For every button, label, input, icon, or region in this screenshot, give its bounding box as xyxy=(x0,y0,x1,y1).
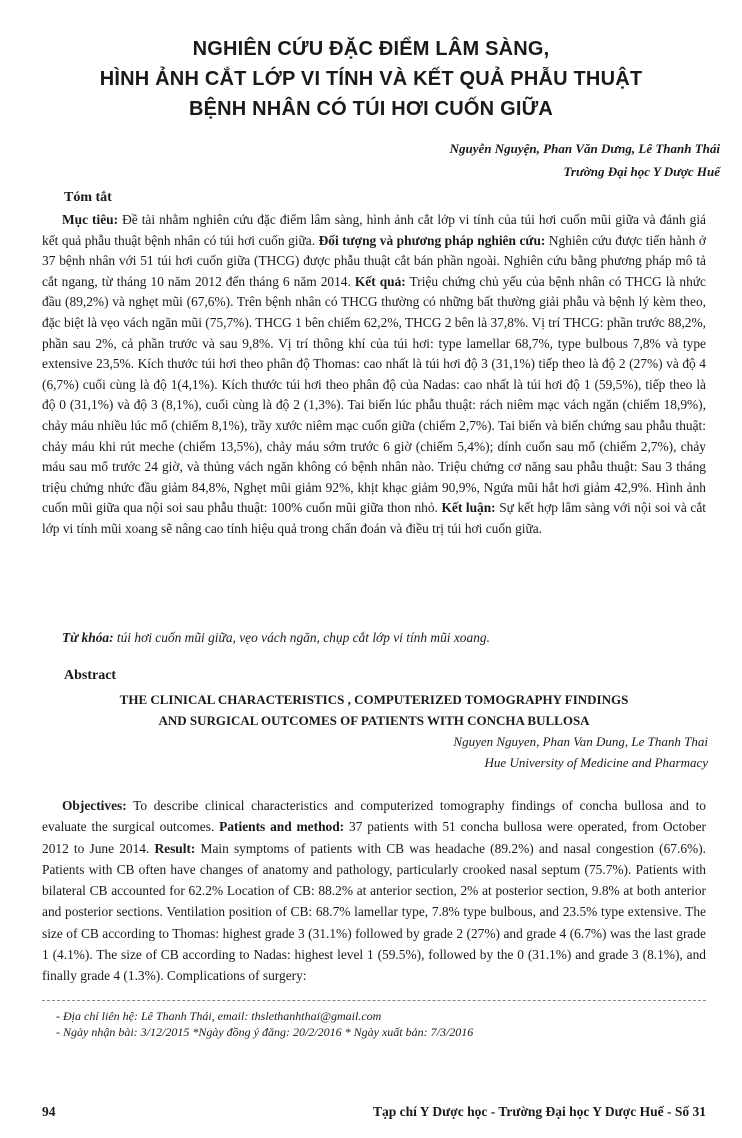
affiliation-vn: Trường Đại học Y Dược Huế xyxy=(563,164,720,179)
footnote-separator xyxy=(42,1000,706,1001)
authors-en: Nguyen Nguyen, Phan Van Dung, Le Thanh Thai xyxy=(453,734,708,749)
title-line-2: HÌNH ẢNH CẮT LỚP VI TÍNH VÀ KẾT QUẢ PHẪU THUẬT xyxy=(99,68,643,90)
en-title-line-2: AND SURGICAL OUTCOMES OF PATIENTS WITH CONCHA BULLOSA xyxy=(158,713,590,728)
en-title-line-1: THE CLINICAL CHARACTERISTICS , COMPUTERIZED TOMOGRAPHY FINDINGS xyxy=(119,692,629,707)
keywords-label: Từ khóa: xyxy=(62,630,114,645)
keywords-vn xyxy=(62,630,490,646)
result-text-vn: Triệu chứng chủ yếu của bệnh nhân có THCG là nhức đầu (89,2%) và nghẹt mũi (67,6%). Trên bệnh nhân có THCG thường có những bất thường giải phẫu và bệnh lý kèm theo, đặc biệt là vẹo vách ngăn mũi (75,7%). THCG 1 bên chiếm 62,2%, THCG 2 bên là 37,8%. Vị trí THCG: phần trước 88,2%, phần sau 2%, cả phần trước và sau 9,8%. Vị trí thông khí của túi hơi: type lamellar 68,7%, type bulbous 7,8% và type extensive 23,5%. Kích thước túi hơi theo phân độ Thomas: cao nhất là túi hơi độ 3 (31,1%) tiếp theo là độ 2 (27%) và độ 4 (6,7%) cuối cùng là độ 1(4,1%). Kích thước túi hơi theo phân độ của Nadas: cao nhất là túi hơi độ 1 (59,5%), tiếp theo là độ 0 (31,1%) và độ 3 (8,1%), cuối cùng là độ 2 (1,3%). Tai biến lúc phẫu thuật: rách niêm mạc vách ngăn (chiếm 18,9%), chảy máu nhiều lúc mổ (chiếm 8,1%), trầy xước niêm mạc cuốn giữa (chiếm 2,7%). Tai biến và biến chứng sau phẫu thuật: chảy máu khi rút meche (chiếm 13,5%), chảy máu sớm trước 6 giờ (chiếm 5,4%); dính cuốn sau mổ (chiếm 2,7%), chảy máu sau mổ trước 24 giờ, và thủng vách ngăn không có bệnh nhân nào. Triệu chứng cơ năng sau phẫu thuật: Sau 3 tháng triệu chứng nhức đầu giảm 84,8%, Nghẹt mũi giảm 92%, khịt khạc giảm 90,9%, Ngứa mũi hắt hơi giảm 42,9%. Hình ảnh cuốn mũi giữa qua nội soi sau phẫu thuật: 100% cuốn mũi giữa thon nhỏ. xyxy=(42,273,706,516)
authors-block-vn xyxy=(450,137,720,183)
objective-label-en: Objectives: xyxy=(62,798,127,813)
summary-heading-vn: Tóm tắt xyxy=(64,190,112,205)
contact-note: - Địa chỉ liên hệ: Lê Thanh Thái, email: thslethanhthai@gmail.com xyxy=(56,1009,382,1023)
method-label-vn: Đối tượng và phương pháp nghiên cứu: xyxy=(318,232,546,248)
article-title-vn xyxy=(40,34,702,124)
abstract-heading-en: Abstract xyxy=(64,668,117,683)
title-line-1: NGHIÊN CỨU ĐẶC ĐIỂM LÂM SÀNG, xyxy=(192,38,550,60)
conclusion-text-vn: Sự kết hợp lâm sàng với nội soi và cắt lớp vi tính mũi xoang sẽ nâng cao tính hiệu quả trong chẩn đoán và điều trị túi hơi cuốn giữa. xyxy=(42,500,706,536)
result-label-vn: Kết quả: xyxy=(354,273,406,289)
abstract-body-vn xyxy=(42,210,706,540)
method-text-en: 37 patients with 51 concha bullosa were operated, from October 2012 to June 2014. xyxy=(42,819,706,856)
method-label-en: Patients and method: xyxy=(219,819,345,835)
affiliation-en: Hue University of Medicine and Pharmacy xyxy=(484,755,708,770)
authors-vn: Nguyễn Nguyện, Phan Văn Dưng, Lê Thanh Thái xyxy=(449,141,720,156)
method-text-vn: Nghiên cứu được tiến hành ở 37 bệnh nhân với 51 túi hơi cuốn giữa (THCG) được phẫu thuật cắt bán phần ngoài. Nghiên cứu bằng phương pháp mô tả cắt ngang, từ tháng 10 năm 2012 đến tháng 6 năm 2014. xyxy=(42,232,706,289)
objective-text-vn: Đề tài nhằm nghiên cứu đặc điểm lâm sàng, hình ảnh cắt lớp vi tính của túi hơi cuốn mũi giữa và đánh giá kết quả phẫu thuật bệnh nhân có túi hơi cuốn giữa. xyxy=(42,212,706,248)
keywords-text: túi hơi cuốn mũi giữa, vẹo vách ngăn, chụp cắt lớp vi tính mũi xoang. xyxy=(113,630,490,645)
objective-text-en: To describe clinical characteristics and computerized tomography findings of concha bullosa and to evaluate the surgical outcomes. xyxy=(42,798,706,835)
title-line-3: BỆNH NHÂN CÓ TÚI HƠI CUỐN GIỮA xyxy=(188,98,554,120)
authors-block-en xyxy=(453,731,708,773)
page-number: 94 xyxy=(42,1104,56,1119)
footnotes xyxy=(56,1008,473,1040)
article-title-en xyxy=(42,689,706,731)
abstract-body-en xyxy=(42,795,706,987)
journal-name: Tạp chí Y Dược học - Trường Đại học Y Dược Huế - Số 31 xyxy=(373,1104,706,1119)
objective-label-vn: Mục tiêu: xyxy=(62,212,119,227)
result-text-en: Main symptoms of patients with CB was headache (89.2%) and nasal congestion (67.6%). Patients with CB often have changes of anatomy and pathology, particularly crooked nasal septum (75.7%). Patients with bilateral CB accounted for 62.2% Location of CB: 88.2% at anterior section, 2% at posterior section, 9.8% at both anterior and posterior sections. Ventilation position of CB: 68.7% lamellar type, 7.8% type bulbous, and 23.5% type extensive. The size of CB according to Thomas: highest grade 3 (31.1%) followed by grade 2 (27%) and grade 4 (6.7%) was the last grade 1 (4.1%). The size of CB according to Nadas: highest level 1 (59.5%), followed by the 0 (31.1%) and grade 3 (8.1%), and finally grade 4 (1.3%). Complications of surgery: xyxy=(42,840,707,984)
conclusion-label-vn: Kết luận: xyxy=(441,500,496,516)
dates-note: - Ngày nhận bài: 3/12/2015 *Ngày đồng ý đăng: 20/2/2016 * Ngày xuất bản: 7/3/2016 xyxy=(56,1025,474,1039)
result-label-en: Result: xyxy=(154,840,196,856)
